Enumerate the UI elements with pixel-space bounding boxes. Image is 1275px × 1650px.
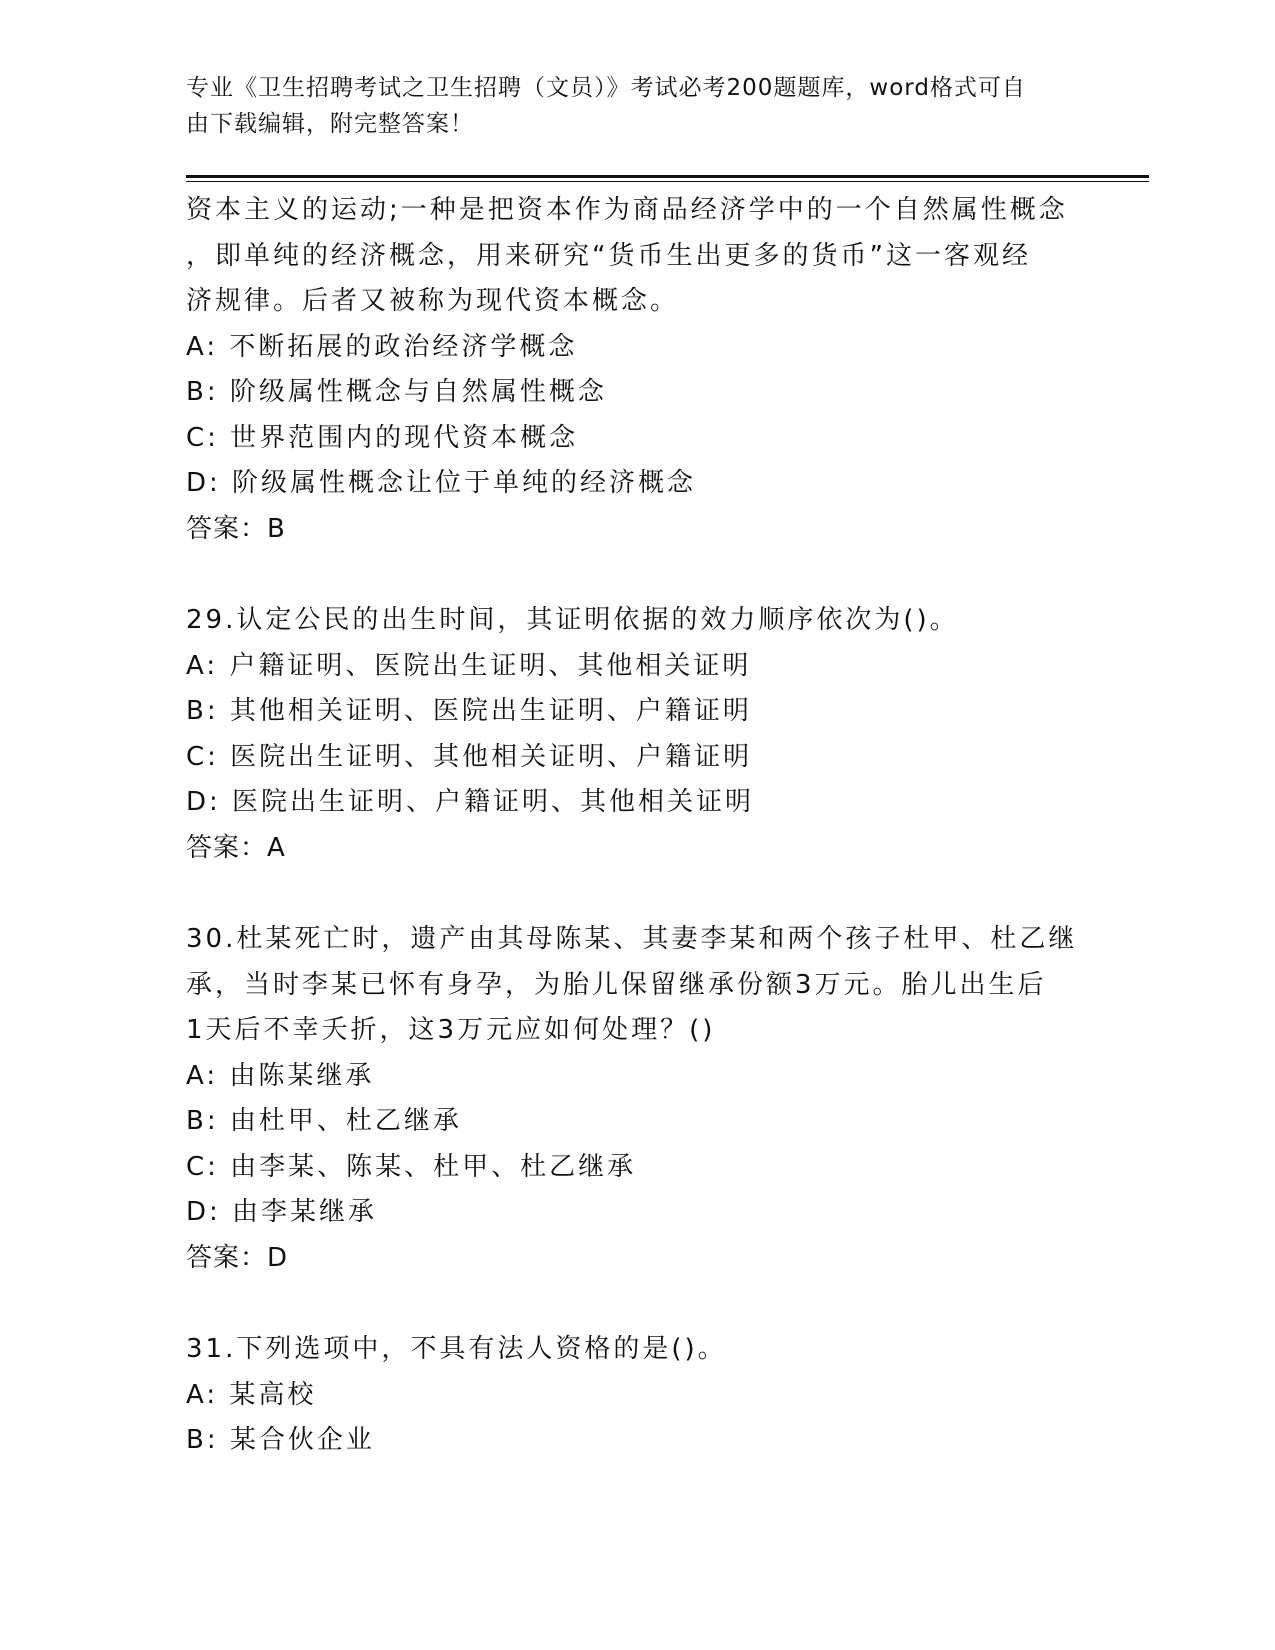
question-text-line: ，即单纯的经济概念，用来研究“货币生出更多的货币”这一客观经 — [186, 240, 1031, 271]
answer: 答案：B — [186, 513, 286, 544]
option-d: D: 医院出生证明、户籍证明、其他相关证明 — [186, 787, 755, 817]
option-b: B: 阶级属性概念与自然属性概念 — [186, 377, 607, 407]
header-line-2: 由下载编辑，附完整答案！ — [186, 111, 474, 137]
header-rule-thin — [186, 181, 1149, 182]
option-c: C: 由李某、陈某、杜甲、杜乙继承 — [186, 1151, 637, 1182]
header-rule-thick — [186, 175, 1149, 178]
option-a: A: 某高校 — [186, 1379, 317, 1410]
question-text-line: 资本主义的运动;一种是把资本作为商品经济学中的一个自然属性概念 — [186, 195, 1068, 225]
option-b: B: 其他相关证明、医院出生证明、户籍证明 — [186, 696, 752, 726]
question-text-line: 29.认定公民的出生时间，其证明依据的效力顺序依次为()。 — [186, 605, 959, 635]
option-a: A: 不断拓展的政治经济学概念 — [186, 331, 578, 362]
answer: 答案：A — [186, 832, 286, 863]
option-c: C: 世界范围内的现代资本概念 — [186, 422, 579, 453]
question-text-line: 1天后不幸夭折，这3万元应如何处理？() — [186, 1015, 716, 1045]
option-b: B: 由杜甲、杜乙继承 — [186, 1106, 462, 1136]
question-text-line: 济规律。后者又被称为现代资本概念。 — [186, 286, 680, 316]
option-a: A: 户籍证明、医院出生证明、其他相关证明 — [186, 650, 752, 681]
option-d: D: 阶级属性概念让位于单纯的经济概念 — [186, 468, 697, 498]
header-line-1: 专业《卫生招聘考试之卫生招聘（文员）》考试必考200题题库，word格式可自 — [186, 75, 1026, 101]
question-30 — [186, 917, 1086, 1281]
option-d: D: 由李某继承 — [186, 1197, 378, 1227]
question-31 — [186, 1327, 1086, 1464]
question-text-line: 30.杜某死亡时，遗产由其母陈某、其妻李某和两个孩子杜甲、杜乙继 — [186, 924, 1078, 954]
document-body — [186, 188, 1086, 1464]
option-b: B: 某合伙企业 — [186, 1425, 375, 1455]
document-header — [186, 70, 1086, 142]
answer: 答案：D — [186, 1242, 289, 1273]
question-text-line: 承，当时李某已怀有身孕，为胎儿保留继承份额3万元。胎儿出生后 — [186, 969, 1047, 1000]
question-text-line: 31.下列选项中，不具有法人资格的是()。 — [186, 1334, 727, 1364]
question-29 — [186, 598, 1086, 871]
option-c: C: 医院出生证明、其他相关证明、户籍证明 — [186, 741, 753, 772]
option-a: A: 由陈某继承 — [186, 1060, 375, 1091]
question-28 — [186, 188, 1086, 552]
